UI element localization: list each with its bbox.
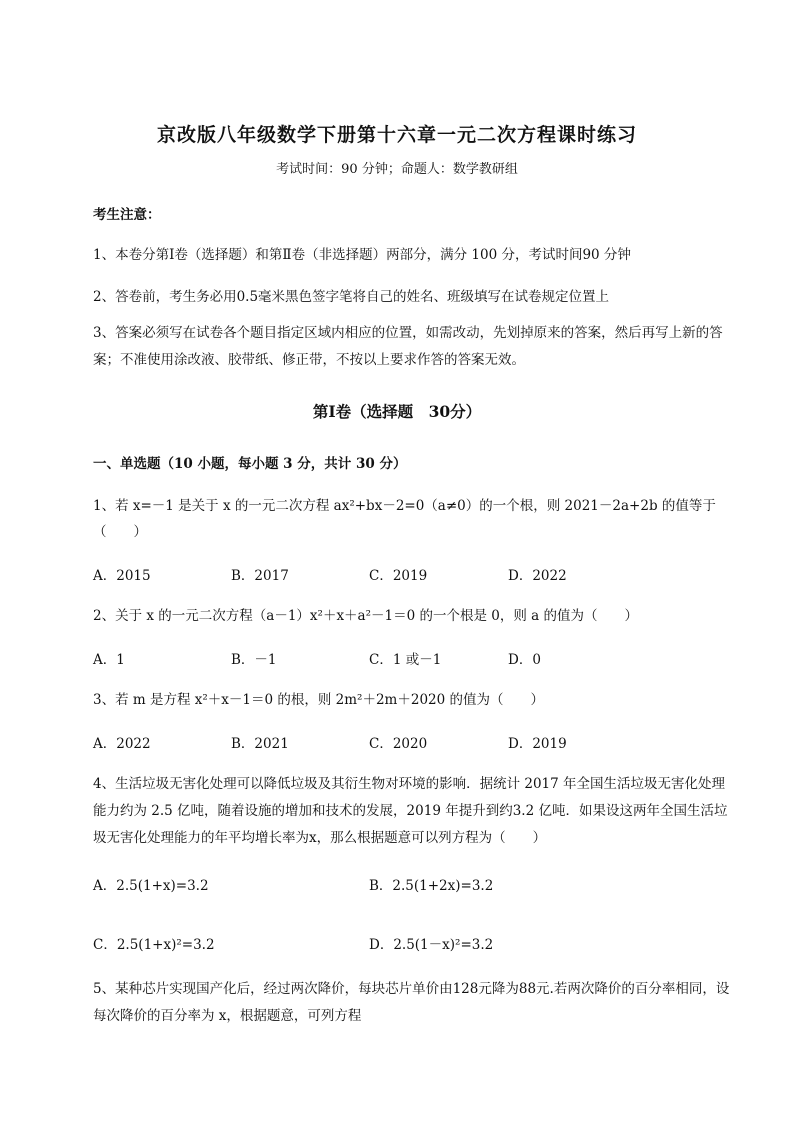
question-3-stem: 3、若 m 是方程 x²＋x－1＝0 的根，则 2m²＋2m＋2020 的值为（ ）	[93, 692, 545, 708]
question-4-option-d[interactable]: D．2.5(1－x)²=3.2	[369, 937, 494, 953]
question-1-stem-cont: （ ）	[93, 524, 147, 540]
notice-heading: 考生注意：	[93, 207, 161, 223]
question-2-option-c[interactable]: C．1 或－1	[369, 652, 442, 668]
question-1-option-b[interactable]: B．2017	[231, 568, 289, 584]
question-1-stem: 1、若 x=－1 是关于 x 的一元二次方程 ax²+bx－2=0（a≠0）的一个根，则 2021－2a+2b 的值等于	[93, 498, 716, 514]
question-3-option-c[interactable]: C．2020	[369, 736, 428, 752]
question-2-stem: 2、关于 x 的一元二次方程（a－1）x²＋x＋a²－1＝0 的一个根是 0，则 a 的值为（ ）	[93, 608, 639, 624]
question-2-option-d[interactable]: D．0	[508, 652, 541, 668]
question-1-option-c[interactable]: C．2019	[369, 568, 428, 584]
notice-item-3: 3、答案必须写在试卷各个题目指定区域内相应的位置，如需改动，先划掉原来的答案，然后再写上新的答案；不准使用涂改液、胶带纸、修正带，不按以上要求作答的答案无效。	[93, 325, 723, 368]
question-1-option-d[interactable]: D．2022	[508, 568, 567, 584]
page-subtitle: 考试时间：90 分钟；命题人：数学教研组	[276, 162, 518, 177]
question-3-option-d[interactable]: D．2019	[508, 736, 567, 752]
notice-item-2: 2、答卷前，考生务必用0.5毫米黑色签字笔将自己的姓名、班级填写在试卷规定位置上	[93, 289, 610, 305]
question-4-stem: 4、生活垃圾无害化处理可以降低垃圾及其衍生物对环境的影响．据统计 2017 年全国生活垃圾无害化处理能力约为 2.5 亿吨，随着设施的增加和技术的发展，2019 年提升到约3.2 亿吨．如果设这两年全国生活垃圾无害化处理能力的年平均增长率为x，那么根据题意可以列方程为（ ）	[93, 776, 728, 846]
question-2-option-b[interactable]: B．－1	[231, 652, 277, 668]
part-heading: 一、单选题（10 小题，每小题 3 分，共计 30 分）	[93, 456, 407, 472]
question-3-option-a[interactable]: A．2022	[93, 736, 151, 752]
question-2-option-a[interactable]: A．1	[93, 652, 125, 668]
question-4-option-a[interactable]: A．2.5(1+x)=3.2	[93, 878, 209, 894]
question-4-option-b[interactable]: B．2.5(1+2x)=3.2	[369, 878, 494, 894]
section-title: 第Ⅰ卷（选择题 30分）	[312, 402, 482, 421]
question-5-stem: 5、某种芯片实现国产化后，经过两次降价，每块芯片单价由128元降为88元.若两次降价的百分率相同，设每次降价的百分率为 x，根据题意，可列方程	[93, 981, 730, 1024]
question-4-option-c[interactable]: C．2.5(1+x)²=3.2	[93, 937, 215, 953]
question-1-option-a[interactable]: A．2015	[93, 568, 151, 584]
notice-item-1: 1、本卷分第Ⅰ卷（选择题）和第Ⅱ卷（非选择题）两部分，满分 100 分，考试时间90 分钟	[93, 247, 631, 263]
question-3-option-b[interactable]: B．2021	[231, 736, 289, 752]
page-title: 京改版八年级数学下册第十六章一元二次方程课时练习	[156, 124, 637, 146]
